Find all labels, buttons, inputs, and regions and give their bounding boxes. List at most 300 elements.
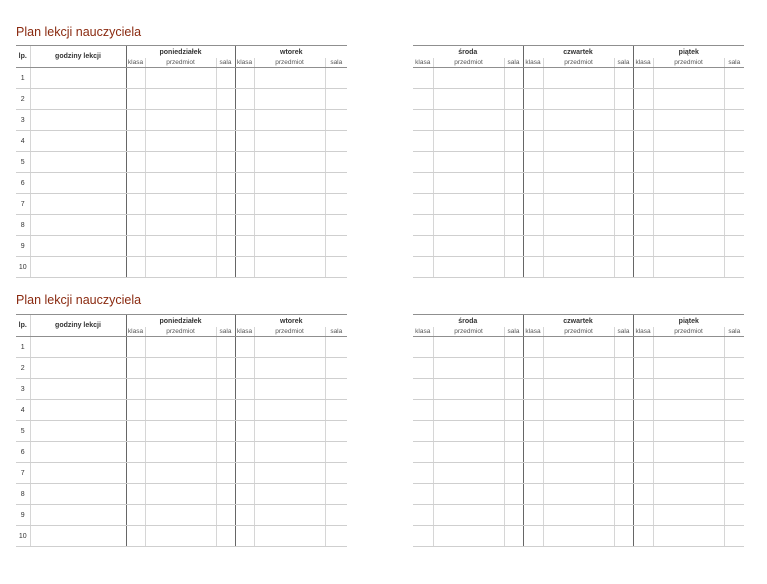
klasa-cell[interactable]	[633, 257, 653, 278]
sala-cell[interactable]	[216, 505, 235, 526]
przedmiot-cell[interactable]	[254, 505, 325, 526]
klasa-cell[interactable]	[126, 236, 145, 257]
klasa-cell[interactable]	[413, 379, 433, 400]
klasa-cell[interactable]	[413, 337, 433, 358]
sala-cell[interactable]	[504, 505, 523, 526]
sala-cell[interactable]	[724, 173, 744, 194]
sala-cell[interactable]	[724, 131, 744, 152]
klasa-cell[interactable]	[633, 358, 653, 379]
sala-cell[interactable]	[614, 526, 633, 547]
klasa-cell[interactable]	[633, 173, 653, 194]
klasa-cell[interactable]	[633, 236, 653, 257]
sala-cell[interactable]	[504, 131, 523, 152]
przedmiot-cell[interactable]	[254, 463, 325, 484]
przedmiot-cell[interactable]	[433, 110, 504, 131]
sala-cell[interactable]	[614, 463, 633, 484]
przedmiot-cell[interactable]	[433, 358, 504, 379]
przedmiot-cell[interactable]	[433, 526, 504, 547]
sala-cell[interactable]	[325, 442, 347, 463]
klasa-cell[interactable]	[126, 337, 145, 358]
przedmiot-cell[interactable]	[145, 463, 216, 484]
sala-cell[interactable]	[325, 379, 347, 400]
przedmiot-cell[interactable]	[653, 358, 724, 379]
hours-cell[interactable]	[30, 110, 126, 131]
przedmiot-cell[interactable]	[543, 526, 614, 547]
sala-cell[interactable]	[614, 173, 633, 194]
sala-cell[interactable]	[724, 505, 744, 526]
hours-cell[interactable]	[30, 194, 126, 215]
hours-cell[interactable]	[30, 215, 126, 236]
przedmiot-cell[interactable]	[254, 194, 325, 215]
klasa-cell[interactable]	[523, 484, 543, 505]
klasa-cell[interactable]	[235, 110, 254, 131]
klasa-cell[interactable]	[523, 358, 543, 379]
sala-cell[interactable]	[504, 173, 523, 194]
przedmiot-cell[interactable]	[145, 257, 216, 278]
sala-cell[interactable]	[724, 89, 744, 110]
sala-cell[interactable]	[325, 68, 347, 89]
klasa-cell[interactable]	[235, 152, 254, 173]
sala-cell[interactable]	[614, 358, 633, 379]
klasa-cell[interactable]	[126, 68, 145, 89]
klasa-cell[interactable]	[126, 89, 145, 110]
klasa-cell[interactable]	[126, 463, 145, 484]
przedmiot-cell[interactable]	[653, 505, 724, 526]
klasa-cell[interactable]	[523, 110, 543, 131]
przedmiot-cell[interactable]	[433, 463, 504, 484]
przedmiot-cell[interactable]	[543, 379, 614, 400]
klasa-cell[interactable]	[523, 337, 543, 358]
przedmiot-cell[interactable]	[543, 68, 614, 89]
klasa-cell[interactable]	[633, 379, 653, 400]
klasa-cell[interactable]	[413, 400, 433, 421]
klasa-cell[interactable]	[413, 505, 433, 526]
sala-cell[interactable]	[216, 257, 235, 278]
hours-cell[interactable]	[30, 526, 126, 547]
przedmiot-cell[interactable]	[254, 400, 325, 421]
przedmiot-cell[interactable]	[653, 463, 724, 484]
przedmiot-cell[interactable]	[653, 89, 724, 110]
przedmiot-cell[interactable]	[254, 215, 325, 236]
sala-cell[interactable]	[325, 463, 347, 484]
przedmiot-cell[interactable]	[653, 379, 724, 400]
przedmiot-cell[interactable]	[543, 257, 614, 278]
sala-cell[interactable]	[614, 152, 633, 173]
hours-cell[interactable]	[30, 358, 126, 379]
sala-cell[interactable]	[614, 484, 633, 505]
sala-cell[interactable]	[614, 110, 633, 131]
hours-cell[interactable]	[30, 337, 126, 358]
sala-cell[interactable]	[325, 400, 347, 421]
sala-cell[interactable]	[504, 358, 523, 379]
klasa-cell[interactable]	[523, 463, 543, 484]
przedmiot-cell[interactable]	[145, 442, 216, 463]
przedmiot-cell[interactable]	[145, 68, 216, 89]
sala-cell[interactable]	[504, 194, 523, 215]
przedmiot-cell[interactable]	[254, 110, 325, 131]
klasa-cell[interactable]	[523, 194, 543, 215]
klasa-cell[interactable]	[633, 505, 653, 526]
przedmiot-cell[interactable]	[433, 337, 504, 358]
przedmiot-cell[interactable]	[433, 442, 504, 463]
klasa-cell[interactable]	[126, 215, 145, 236]
sala-cell[interactable]	[724, 484, 744, 505]
klasa-cell[interactable]	[126, 484, 145, 505]
sala-cell[interactable]	[724, 152, 744, 173]
klasa-cell[interactable]	[413, 257, 433, 278]
sala-cell[interactable]	[724, 358, 744, 379]
przedmiot-cell[interactable]	[653, 484, 724, 505]
klasa-cell[interactable]	[235, 173, 254, 194]
klasa-cell[interactable]	[235, 463, 254, 484]
klasa-cell[interactable]	[413, 526, 433, 547]
sala-cell[interactable]	[325, 505, 347, 526]
przedmiot-cell[interactable]	[543, 337, 614, 358]
sala-cell[interactable]	[614, 68, 633, 89]
przedmiot-cell[interactable]	[254, 358, 325, 379]
klasa-cell[interactable]	[126, 526, 145, 547]
przedmiot-cell[interactable]	[543, 358, 614, 379]
klasa-cell[interactable]	[235, 236, 254, 257]
sala-cell[interactable]	[504, 337, 523, 358]
przedmiot-cell[interactable]	[543, 152, 614, 173]
klasa-cell[interactable]	[633, 484, 653, 505]
klasa-cell[interactable]	[413, 215, 433, 236]
sala-cell[interactable]	[216, 89, 235, 110]
sala-cell[interactable]	[504, 400, 523, 421]
sala-cell[interactable]	[216, 110, 235, 131]
przedmiot-cell[interactable]	[543, 194, 614, 215]
sala-cell[interactable]	[614, 194, 633, 215]
przedmiot-cell[interactable]	[145, 215, 216, 236]
hours-cell[interactable]	[30, 236, 126, 257]
sala-cell[interactable]	[614, 131, 633, 152]
klasa-cell[interactable]	[633, 463, 653, 484]
przedmiot-cell[interactable]	[433, 421, 504, 442]
sala-cell[interactable]	[325, 152, 347, 173]
sala-cell[interactable]	[614, 421, 633, 442]
sala-cell[interactable]	[216, 131, 235, 152]
sala-cell[interactable]	[504, 526, 523, 547]
klasa-cell[interactable]	[235, 131, 254, 152]
przedmiot-cell[interactable]	[433, 400, 504, 421]
sala-cell[interactable]	[325, 131, 347, 152]
przedmiot-cell[interactable]	[145, 400, 216, 421]
sala-cell[interactable]	[724, 421, 744, 442]
sala-cell[interactable]	[216, 173, 235, 194]
sala-cell[interactable]	[614, 236, 633, 257]
klasa-cell[interactable]	[235, 442, 254, 463]
sala-cell[interactable]	[325, 194, 347, 215]
klasa-cell[interactable]	[235, 215, 254, 236]
sala-cell[interactable]	[504, 421, 523, 442]
hours-cell[interactable]	[30, 400, 126, 421]
sala-cell[interactable]	[724, 110, 744, 131]
sala-cell[interactable]	[325, 484, 347, 505]
sala-cell[interactable]	[724, 400, 744, 421]
przedmiot-cell[interactable]	[653, 400, 724, 421]
przedmiot-cell[interactable]	[145, 337, 216, 358]
sala-cell[interactable]	[216, 358, 235, 379]
przedmiot-cell[interactable]	[254, 89, 325, 110]
przedmiot-cell[interactable]	[254, 152, 325, 173]
sala-cell[interactable]	[724, 442, 744, 463]
przedmiot-cell[interactable]	[653, 337, 724, 358]
hours-cell[interactable]	[30, 68, 126, 89]
hours-cell[interactable]	[30, 379, 126, 400]
sala-cell[interactable]	[216, 442, 235, 463]
klasa-cell[interactable]	[523, 421, 543, 442]
sala-cell[interactable]	[216, 337, 235, 358]
klasa-cell[interactable]	[235, 526, 254, 547]
sala-cell[interactable]	[216, 526, 235, 547]
przedmiot-cell[interactable]	[145, 89, 216, 110]
sala-cell[interactable]	[216, 463, 235, 484]
hours-cell[interactable]	[30, 484, 126, 505]
sala-cell[interactable]	[216, 215, 235, 236]
przedmiot-cell[interactable]	[433, 131, 504, 152]
sala-cell[interactable]	[504, 463, 523, 484]
sala-cell[interactable]	[614, 257, 633, 278]
przedmiot-cell[interactable]	[543, 400, 614, 421]
przedmiot-cell[interactable]	[433, 68, 504, 89]
przedmiot-cell[interactable]	[254, 257, 325, 278]
przedmiot-cell[interactable]	[653, 236, 724, 257]
przedmiot-cell[interactable]	[543, 215, 614, 236]
klasa-cell[interactable]	[523, 173, 543, 194]
klasa-cell[interactable]	[126, 421, 145, 442]
przedmiot-cell[interactable]	[543, 236, 614, 257]
klasa-cell[interactable]	[413, 110, 433, 131]
klasa-cell[interactable]	[126, 152, 145, 173]
sala-cell[interactable]	[325, 358, 347, 379]
przedmiot-cell[interactable]	[254, 173, 325, 194]
klasa-cell[interactable]	[633, 421, 653, 442]
przedmiot-cell[interactable]	[145, 421, 216, 442]
przedmiot-cell[interactable]	[145, 173, 216, 194]
klasa-cell[interactable]	[413, 131, 433, 152]
sala-cell[interactable]	[724, 236, 744, 257]
klasa-cell[interactable]	[126, 400, 145, 421]
przedmiot-cell[interactable]	[433, 194, 504, 215]
hours-cell[interactable]	[30, 89, 126, 110]
sala-cell[interactable]	[504, 236, 523, 257]
hours-cell[interactable]	[30, 131, 126, 152]
przedmiot-cell[interactable]	[433, 215, 504, 236]
przedmiot-cell[interactable]	[543, 421, 614, 442]
przedmiot-cell[interactable]	[254, 421, 325, 442]
przedmiot-cell[interactable]	[433, 257, 504, 278]
przedmiot-cell[interactable]	[543, 173, 614, 194]
klasa-cell[interactable]	[126, 379, 145, 400]
klasa-cell[interactable]	[633, 400, 653, 421]
klasa-cell[interactable]	[235, 379, 254, 400]
sala-cell[interactable]	[216, 379, 235, 400]
klasa-cell[interactable]	[413, 442, 433, 463]
przedmiot-cell[interactable]	[254, 526, 325, 547]
przedmiot-cell[interactable]	[254, 484, 325, 505]
przedmiot-cell[interactable]	[653, 68, 724, 89]
przedmiot-cell[interactable]	[254, 442, 325, 463]
przedmiot-cell[interactable]	[543, 442, 614, 463]
sala-cell[interactable]	[614, 400, 633, 421]
sala-cell[interactable]	[216, 194, 235, 215]
klasa-cell[interactable]	[413, 152, 433, 173]
klasa-cell[interactable]	[633, 194, 653, 215]
sala-cell[interactable]	[325, 236, 347, 257]
przedmiot-cell[interactable]	[653, 173, 724, 194]
sala-cell[interactable]	[724, 194, 744, 215]
sala-cell[interactable]	[216, 68, 235, 89]
klasa-cell[interactable]	[126, 194, 145, 215]
klasa-cell[interactable]	[413, 358, 433, 379]
klasa-cell[interactable]	[235, 505, 254, 526]
przedmiot-cell[interactable]	[145, 110, 216, 131]
klasa-cell[interactable]	[126, 358, 145, 379]
przedmiot-cell[interactable]	[433, 173, 504, 194]
sala-cell[interactable]	[504, 257, 523, 278]
klasa-cell[interactable]	[413, 236, 433, 257]
przedmiot-cell[interactable]	[145, 526, 216, 547]
sala-cell[interactable]	[724, 379, 744, 400]
przedmiot-cell[interactable]	[433, 379, 504, 400]
klasa-cell[interactable]	[235, 421, 254, 442]
przedmiot-cell[interactable]	[653, 526, 724, 547]
klasa-cell[interactable]	[523, 526, 543, 547]
sala-cell[interactable]	[325, 337, 347, 358]
hours-cell[interactable]	[30, 152, 126, 173]
sala-cell[interactable]	[614, 442, 633, 463]
klasa-cell[interactable]	[633, 131, 653, 152]
sala-cell[interactable]	[724, 526, 744, 547]
przedmiot-cell[interactable]	[653, 215, 724, 236]
klasa-cell[interactable]	[523, 379, 543, 400]
klasa-cell[interactable]	[235, 194, 254, 215]
przedmiot-cell[interactable]	[653, 110, 724, 131]
sala-cell[interactable]	[504, 484, 523, 505]
klasa-cell[interactable]	[413, 68, 433, 89]
przedmiot-cell[interactable]	[254, 68, 325, 89]
sala-cell[interactable]	[325, 421, 347, 442]
sala-cell[interactable]	[216, 236, 235, 257]
sala-cell[interactable]	[504, 215, 523, 236]
klasa-cell[interactable]	[126, 257, 145, 278]
przedmiot-cell[interactable]	[653, 194, 724, 215]
przedmiot-cell[interactable]	[433, 152, 504, 173]
przedmiot-cell[interactable]	[653, 442, 724, 463]
klasa-cell[interactable]	[523, 215, 543, 236]
sala-cell[interactable]	[724, 68, 744, 89]
klasa-cell[interactable]	[523, 442, 543, 463]
klasa-cell[interactable]	[523, 236, 543, 257]
klasa-cell[interactable]	[633, 110, 653, 131]
klasa-cell[interactable]	[633, 337, 653, 358]
sala-cell[interactable]	[325, 526, 347, 547]
hours-cell[interactable]	[30, 463, 126, 484]
klasa-cell[interactable]	[126, 173, 145, 194]
przedmiot-cell[interactable]	[543, 89, 614, 110]
przedmiot-cell[interactable]	[543, 110, 614, 131]
klasa-cell[interactable]	[523, 89, 543, 110]
sala-cell[interactable]	[216, 152, 235, 173]
przedmiot-cell[interactable]	[254, 236, 325, 257]
klasa-cell[interactable]	[523, 68, 543, 89]
hours-cell[interactable]	[30, 505, 126, 526]
klasa-cell[interactable]	[633, 152, 653, 173]
klasa-cell[interactable]	[235, 358, 254, 379]
klasa-cell[interactable]	[413, 89, 433, 110]
klasa-cell[interactable]	[235, 400, 254, 421]
sala-cell[interactable]	[325, 173, 347, 194]
hours-cell[interactable]	[30, 442, 126, 463]
hours-cell[interactable]	[30, 257, 126, 278]
klasa-cell[interactable]	[523, 505, 543, 526]
klasa-cell[interactable]	[633, 442, 653, 463]
klasa-cell[interactable]	[413, 463, 433, 484]
klasa-cell[interactable]	[126, 110, 145, 131]
sala-cell[interactable]	[614, 89, 633, 110]
przedmiot-cell[interactable]	[254, 337, 325, 358]
klasa-cell[interactable]	[523, 152, 543, 173]
sala-cell[interactable]	[614, 215, 633, 236]
przedmiot-cell[interactable]	[543, 463, 614, 484]
przedmiot-cell[interactable]	[145, 236, 216, 257]
przedmiot-cell[interactable]	[543, 484, 614, 505]
sala-cell[interactable]	[614, 337, 633, 358]
przedmiot-cell[interactable]	[433, 89, 504, 110]
sala-cell[interactable]	[504, 110, 523, 131]
klasa-cell[interactable]	[235, 68, 254, 89]
klasa-cell[interactable]	[413, 421, 433, 442]
przedmiot-cell[interactable]	[653, 152, 724, 173]
przedmiot-cell[interactable]	[254, 379, 325, 400]
klasa-cell[interactable]	[523, 257, 543, 278]
klasa-cell[interactable]	[235, 484, 254, 505]
sala-cell[interactable]	[325, 257, 347, 278]
przedmiot-cell[interactable]	[653, 421, 724, 442]
przedmiot-cell[interactable]	[145, 131, 216, 152]
sala-cell[interactable]	[325, 110, 347, 131]
klasa-cell[interactable]	[413, 173, 433, 194]
przedmiot-cell[interactable]	[145, 379, 216, 400]
sala-cell[interactable]	[724, 215, 744, 236]
klasa-cell[interactable]	[126, 505, 145, 526]
przedmiot-cell[interactable]	[433, 484, 504, 505]
sala-cell[interactable]	[504, 442, 523, 463]
klasa-cell[interactable]	[633, 526, 653, 547]
przedmiot-cell[interactable]	[145, 152, 216, 173]
sala-cell[interactable]	[325, 215, 347, 236]
sala-cell[interactable]	[614, 379, 633, 400]
sala-cell[interactable]	[325, 89, 347, 110]
sala-cell[interactable]	[724, 337, 744, 358]
sala-cell[interactable]	[504, 89, 523, 110]
sala-cell[interactable]	[724, 463, 744, 484]
przedmiot-cell[interactable]	[254, 131, 325, 152]
przedmiot-cell[interactable]	[653, 131, 724, 152]
sala-cell[interactable]	[504, 379, 523, 400]
przedmiot-cell[interactable]	[433, 505, 504, 526]
przedmiot-cell[interactable]	[145, 484, 216, 505]
przedmiot-cell[interactable]	[653, 257, 724, 278]
klasa-cell[interactable]	[633, 68, 653, 89]
klasa-cell[interactable]	[413, 484, 433, 505]
sala-cell[interactable]	[216, 400, 235, 421]
sala-cell[interactable]	[724, 257, 744, 278]
hours-cell[interactable]	[30, 421, 126, 442]
klasa-cell[interactable]	[633, 89, 653, 110]
przedmiot-cell[interactable]	[145, 194, 216, 215]
